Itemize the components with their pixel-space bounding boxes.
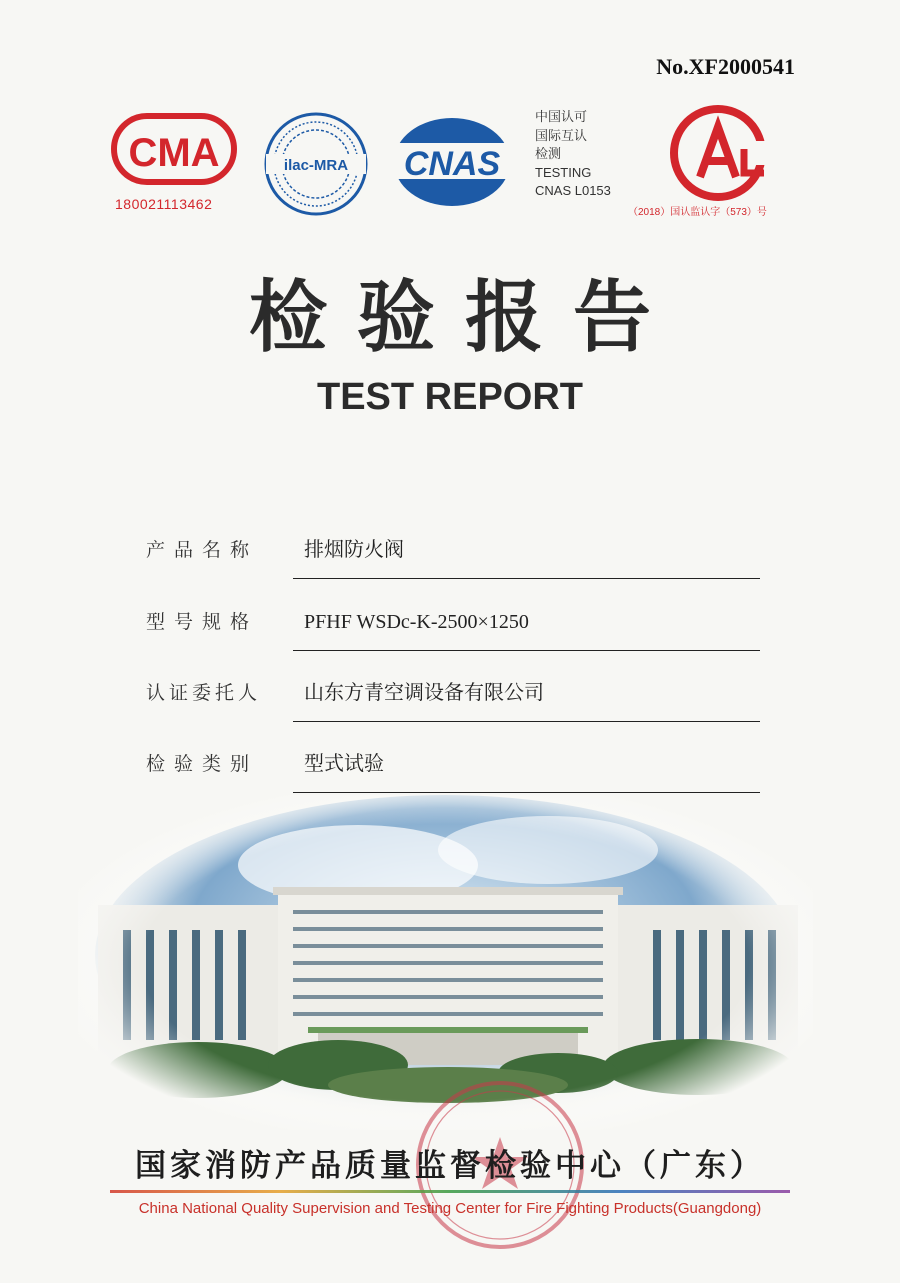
field-underline (293, 650, 760, 651)
field-model-spec (146, 602, 766, 642)
ilac-mra-logo (262, 110, 370, 218)
cma-number: 180021113462 (115, 196, 213, 212)
cnas-info-line: 国际互认 (535, 127, 588, 143)
field-underline (293, 578, 760, 579)
field-underline (293, 792, 760, 793)
cal-caption: （2018）国认监认字（573）号 (628, 207, 767, 218)
report-title-en: TEST REPORT (316, 376, 584, 418)
report-number: No.XF2000541 (656, 54, 795, 79)
issuer-name-cn: 国家消防产品质量监督检验中心（广东） (135, 1148, 765, 1184)
cnas-info-line: CNAS L0153 (535, 183, 611, 198)
footer-divider (110, 1190, 790, 1193)
field-label: 产品名称 (146, 539, 259, 561)
cnas-info-line: TESTING (535, 164, 592, 180)
field-value: PFHF WSDc-K-2500×1250 (304, 611, 529, 633)
issuer-name-en: China National Quality Supervision and Testing Center for Fire Fighting Products(Guangdong) (138, 1200, 762, 1217)
field-label: 型号规格 (146, 611, 259, 633)
field-label: 认证委托人 (146, 682, 262, 704)
field-client (146, 673, 766, 713)
cnas-logo-text: CNAS (403, 145, 501, 183)
field-product-name (146, 530, 766, 570)
field-value: 山东方青空调设备有限公司 (304, 682, 544, 704)
cnas-info-line: 中国认可 (535, 109, 588, 124)
report-title-cn: 检验报告 (248, 272, 681, 363)
cma-logo-text: CMA (128, 131, 220, 175)
cnas-info (535, 108, 611, 201)
ilac-logo-text: ilac-MRA (283, 157, 349, 174)
field-value: 排烟防火阀 (304, 539, 404, 561)
field-underline (293, 721, 760, 722)
field-label: 检验类别 (146, 753, 259, 775)
cnas-logo (390, 113, 514, 211)
field-test-type (146, 744, 766, 784)
cnas-info-line: 检测 (535, 146, 562, 161)
field-value: 型式试验 (304, 753, 384, 775)
cal-logo (660, 103, 780, 207)
